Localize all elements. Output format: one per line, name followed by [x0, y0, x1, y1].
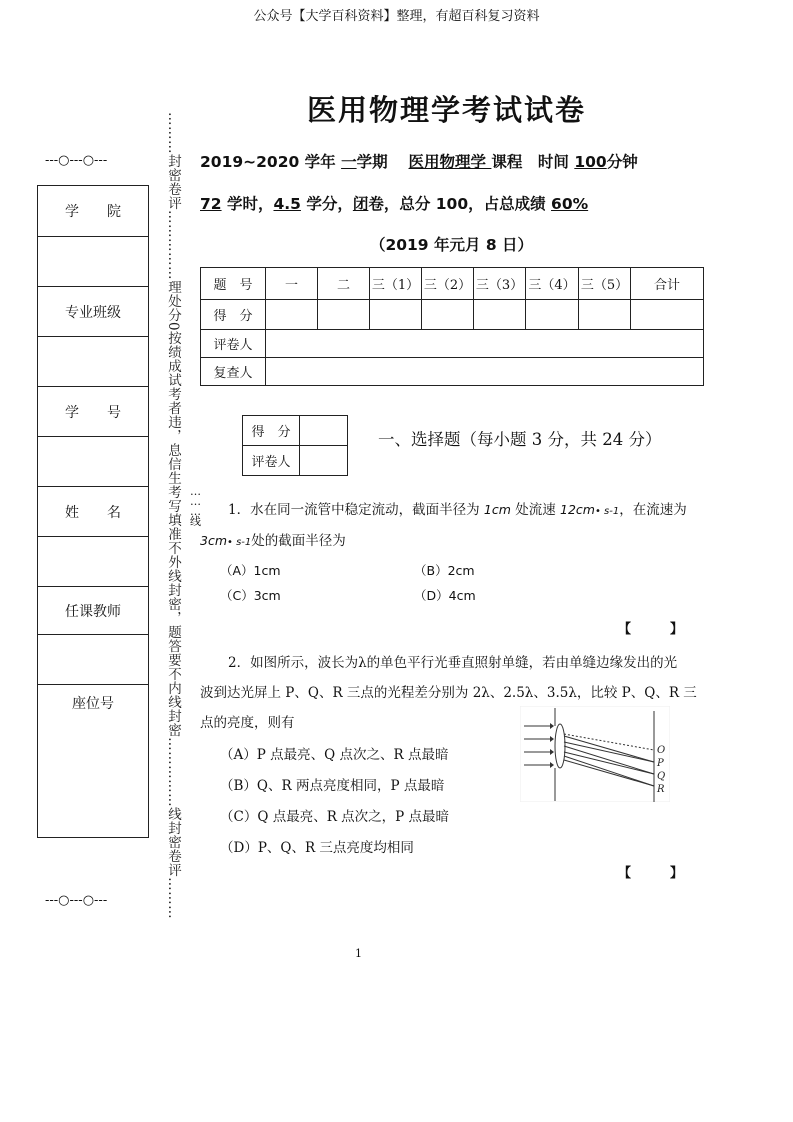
name-field[interactable]: [38, 537, 149, 587]
seal-line-text: ………封密卷评……………理处分0按绩成试考者违，息信生考写填准不外线封密，题答要不内线封密……………线封密卷评………: [165, 112, 181, 920]
score-cell[interactable]: [318, 300, 370, 330]
cell: 得 分: [243, 416, 300, 446]
score-cell[interactable]: [579, 300, 631, 330]
page-number: 1: [355, 947, 362, 960]
college-field[interactable]: [38, 237, 149, 287]
q1-option-b[interactable]: （B）2cm: [414, 563, 475, 578]
q2-answer-bracket[interactable]: 【 】: [618, 866, 684, 881]
label-teacher: 任课教师: [38, 587, 149, 635]
label: 学年: [299, 153, 342, 171]
section-grader-field[interactable]: [300, 446, 348, 476]
label-seat: 座位号: [38, 685, 149, 838]
cell: 题 号: [201, 268, 266, 300]
student-id-field[interactable]: [38, 437, 149, 487]
credits: 4.5: [273, 195, 301, 213]
q2-option-c[interactable]: （C）Q 点最亮、R 点次之，P 点最暗: [220, 809, 450, 825]
question-2-line1: 2．如图所示，波长为λ的单色平行光垂直照射单缝，若由单缝边缘发出的光: [228, 655, 678, 671]
cell: 三（2）: [422, 268, 474, 300]
score-cell[interactable]: [631, 300, 704, 330]
cell: 三（5）: [579, 268, 631, 300]
teacher-field[interactable]: [38, 635, 149, 685]
section-score-box: [242, 415, 348, 476]
q1-option-a[interactable]: （A）1cm: [220, 563, 281, 578]
value: 12cm: [560, 502, 595, 517]
q2-option-d[interactable]: （D）P、Q、R 三点亮度均相同: [220, 840, 414, 856]
question-1-line1: [228, 498, 687, 518]
label-p: P: [657, 758, 664, 769]
label-class: 专业班级: [38, 287, 149, 337]
reviewer-cell[interactable]: [266, 358, 704, 386]
course-info-line1: [200, 150, 638, 172]
term: 一: [341, 153, 357, 171]
course-info-line2: [200, 192, 588, 214]
time: 100: [574, 153, 607, 171]
label: 分钟: [606, 153, 638, 171]
cell: 一: [266, 268, 318, 300]
q2-option-b[interactable]: （B）Q、R 两点亮度相同，P 点最暗: [220, 778, 445, 794]
q1-answer-bracket[interactable]: 【 】: [618, 622, 684, 637]
section-heading: 一、选择题（每小题 3 分，共 24 分）: [378, 430, 662, 449]
cell: 评卷人: [201, 330, 266, 358]
score-cell[interactable]: [526, 300, 579, 330]
percent: 60%: [551, 195, 589, 213]
label-student-id: 学 号: [38, 387, 149, 437]
score-cell[interactable]: [266, 300, 318, 330]
cell: 评卷人: [243, 446, 300, 476]
question-1-line2: [200, 529, 346, 549]
exam-date: （2019 年元月 8 日）: [369, 236, 534, 254]
value: 3cm: [200, 533, 228, 548]
score-cell[interactable]: [370, 300, 422, 330]
label-q: Q: [657, 771, 666, 782]
label-o: O: [657, 745, 666, 756]
hours: 72: [200, 195, 222, 213]
cell: 合计: [631, 268, 704, 300]
score-table: [200, 267, 704, 386]
exam-title: 医用物理学考试试卷: [306, 93, 586, 127]
text: 处的截面半径为: [251, 533, 346, 549]
label: 课程 时间: [491, 153, 575, 171]
q1-option-d[interactable]: （D）4cm: [414, 588, 476, 603]
course: 医用物理学: [408, 153, 492, 171]
label-r: R: [657, 784, 665, 795]
q2-option-a[interactable]: （A）P 点最亮、Q 点次之、R 点最暗: [220, 747, 449, 763]
cell: 二: [318, 268, 370, 300]
cell: 三（4）: [526, 268, 579, 300]
header-note: 公众号【大学百科资料】整理，有超百科复习资料: [253, 9, 540, 24]
decor-line-bottom: ---○---○---: [45, 893, 108, 908]
text: 1．水在同一流管中稳定流动，截面半径为: [228, 502, 484, 518]
year: 2019~2020: [200, 153, 300, 171]
class-field[interactable]: [38, 337, 149, 387]
label: 学分，: [300, 195, 353, 213]
cell: 复查人: [201, 358, 266, 386]
label-name: 姓 名: [38, 487, 149, 537]
unit: • s-1: [594, 506, 620, 517]
cell: 得 分: [201, 300, 266, 330]
student-info-box: [37, 185, 149, 838]
q1-option-c[interactable]: （C）3cm: [220, 588, 281, 603]
question-2-line3: 点的亮度，则有: [200, 715, 295, 731]
cell: 三（1）: [370, 268, 422, 300]
score-cell[interactable]: [422, 300, 474, 330]
question-2-line2: 波到达光屏上 P、Q、R 三点的光程差分别为 2λ、2.5λ、3.5λ，比较 P、Q、R 三: [200, 685, 697, 701]
label: 卷，总分 100，占总成绩: [368, 195, 552, 213]
closed: 闭: [352, 195, 369, 213]
margin-mark: … … … 线: [190, 485, 201, 528]
label: 学时，: [221, 195, 274, 213]
grader-cell[interactable]: [266, 330, 704, 358]
label-college: 学 院: [38, 186, 149, 237]
cell: 三（3）: [474, 268, 526, 300]
text: ，在流速为: [619, 502, 687, 518]
text: 处流速: [510, 502, 560, 518]
value: 1cm: [483, 502, 511, 517]
unit: • s-1: [227, 537, 252, 548]
score-cell[interactable]: [474, 300, 526, 330]
single-slit-diagram: [520, 706, 670, 802]
label: 学期: [356, 153, 388, 171]
decor-line-top: ---○---○---: [45, 153, 108, 168]
section-score-field[interactable]: [300, 416, 348, 446]
